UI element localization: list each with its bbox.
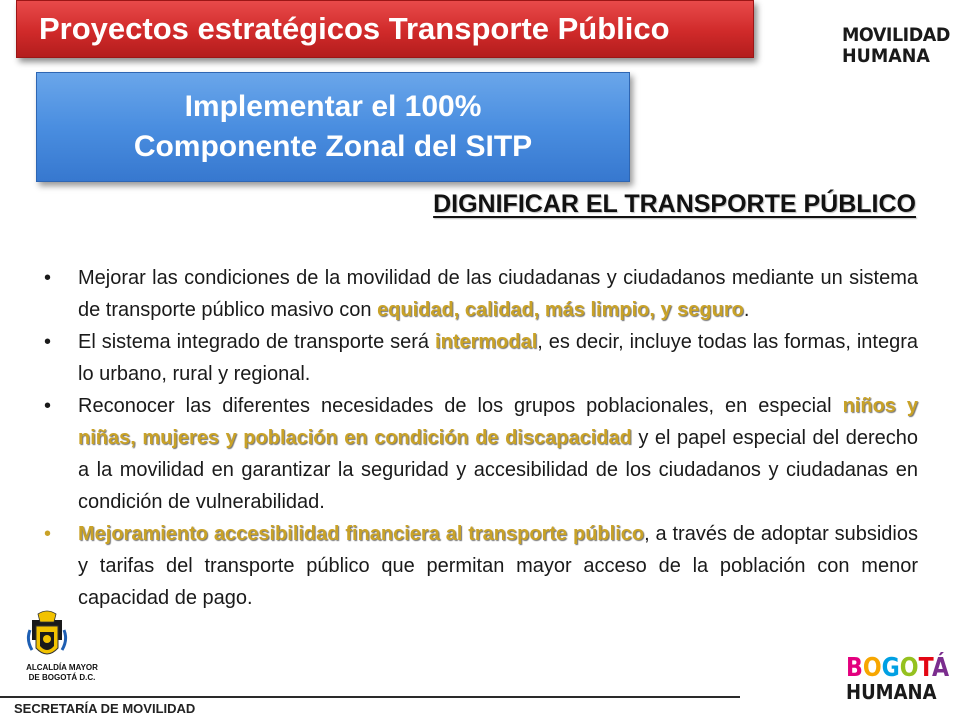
bullet-dot-icon: • [44,523,52,545]
movilidad-humana-logo [842,24,950,67]
bogota-letter: B [846,653,863,683]
bullet-highlight: equidad, calidad, más limpio, y seguro [377,299,744,321]
bogota-letter: T [918,653,932,683]
alcaldia-label [14,663,110,683]
bullet-text-after: , a través de adoptar subsidios y tarifas del transporte público que permitan mayor acceso de la población con menor capacidad de pago. [78,523,918,609]
callout-line1: Implementar el 100% [184,90,482,123]
title-banner [16,0,754,58]
alcaldia-line1: ALCALDÍA MAYOR [26,663,98,672]
bullet-text: Mejorar las condiciones de la movilidad de las ciudadanas y ciudadanos mediante un sistema de transporte público masivo con [78,267,918,321]
alcaldia-line2: DE BOGOTÁ D.C. [28,673,96,682]
bogota-letter: O [862,653,882,683]
bullet-highlight: Mejoramiento accesibilidad financiera al transporte público [78,523,645,545]
bogota-letter: Á [931,653,950,683]
bogota-letter: G [881,653,900,683]
bullet-text-after: y el papel especial del derecho a la movilidad en garantizar la seguridad y accesibilidad de los ciudadanos y ciudadanas en condición de vulnerabilidad. [78,427,918,513]
callout-line2: Componente Zonal del SITP [133,130,533,163]
bullet-dot-icon: • [44,267,52,289]
bullet-highlight: intermodal [435,331,538,353]
footer-divider [0,696,740,698]
bogota-logo-line2: HUMANA [846,680,937,704]
list-item [44,262,918,326]
bullet-text-after: , es decir, incluye todas las formas, integra lo urbano, rural y regional. [78,331,918,385]
list-item [44,390,918,518]
movilidad-logo-line2: HUMANA [842,45,930,67]
bogota-logo-line1 [846,653,950,683]
bullet-list [44,262,918,614]
list-item [44,326,918,390]
list-item [44,518,918,614]
bogota-humana-logo [846,653,950,704]
secretaria-label: SECRETARÍA DE MOVILIDAD [14,701,196,716]
bullet-text-after: . [743,299,750,321]
bullet-dot-icon: • [44,331,52,353]
page-title: Proyectos estratégicos Transporte Público [39,11,670,46]
bogota-letter: O [899,653,919,683]
bullet-text: El sistema integrado de transporte será [78,331,436,353]
bogota-word [846,653,949,683]
bullet-highlight: niños y niñas, mujeres y población en condición de discapacidad [78,395,918,449]
section-heading: DIGNIFICAR EL TRANSPORTE PÚBLICO [433,190,916,218]
callout-box [36,72,630,182]
movilidad-logo-line1: MOVILIDAD [842,24,950,46]
bullet-dot-icon: • [44,395,52,417]
bullet-text: Reconocer las diferentes necesidades de los grupos poblacionales, en especial [78,395,843,417]
